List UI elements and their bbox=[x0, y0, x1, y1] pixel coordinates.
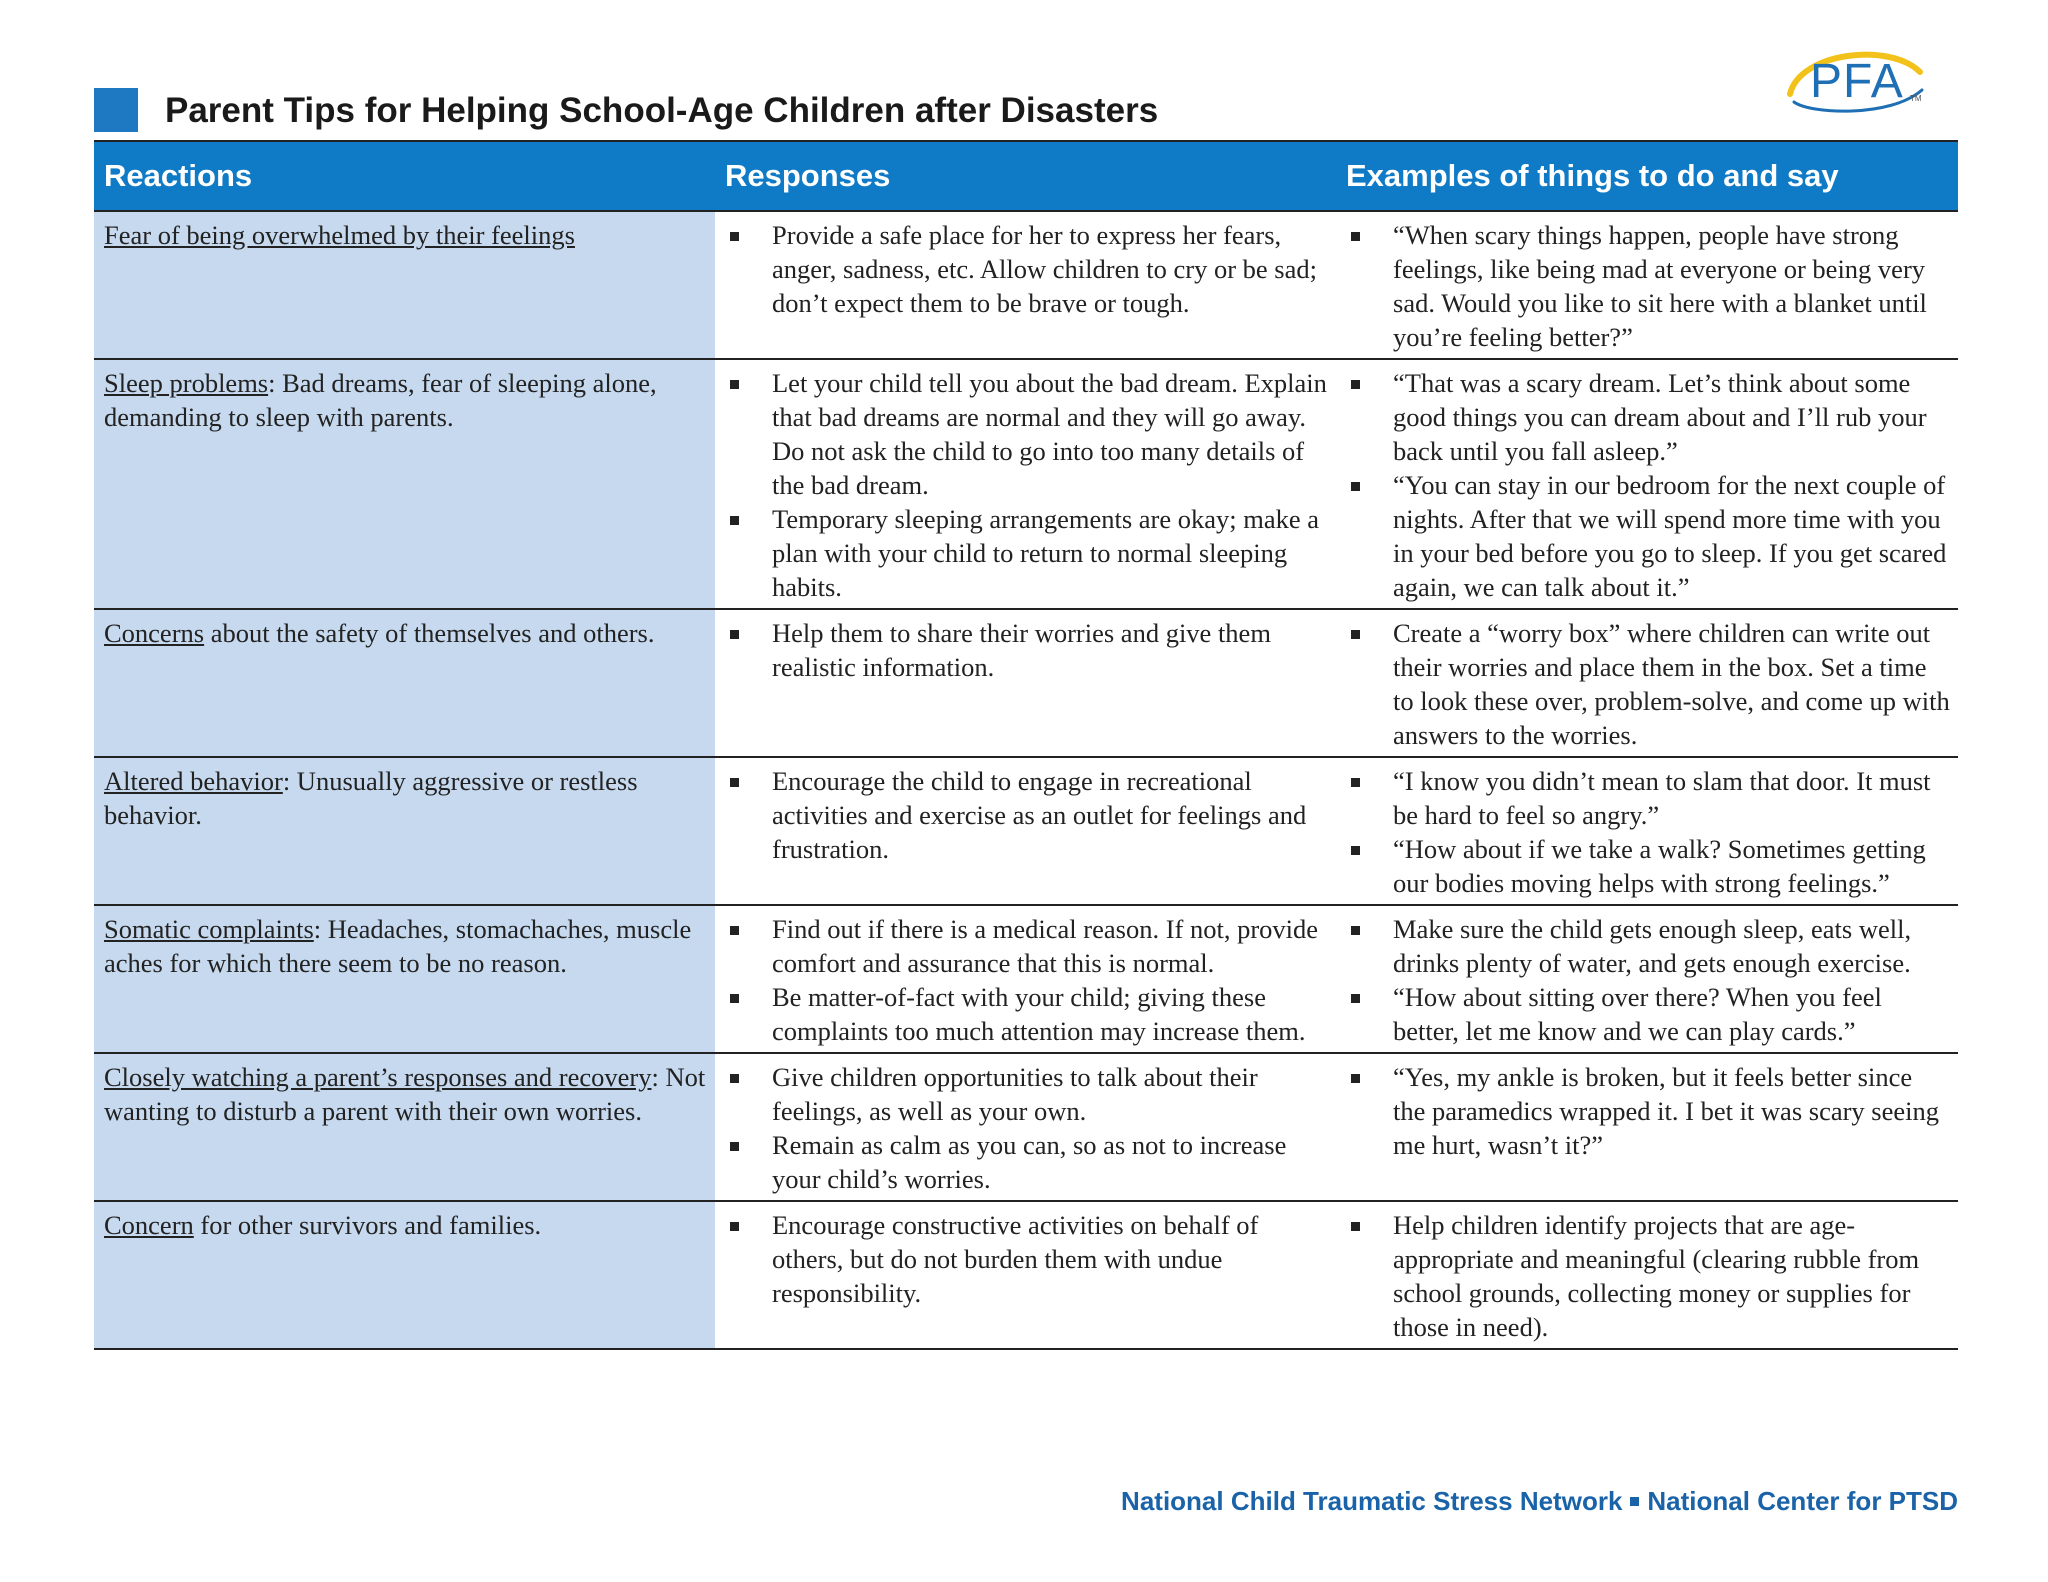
table-row bbox=[94, 1200, 1958, 1350]
list-item: Help them to share their worries and give them realistic information. bbox=[725, 616, 1328, 684]
list-item: “I know you didn’t mean to slam that door. It must be hard to feel so angry.” bbox=[1346, 764, 1950, 832]
responses-cell bbox=[715, 610, 1336, 756]
list-item: “Yes, my ankle is broken, but it feels better since the paramedics wrapped it. I bet it was scary seeing me hurt, wasn’t it?” bbox=[1346, 1060, 1950, 1162]
table-row bbox=[94, 904, 1958, 1052]
examples-cell bbox=[1336, 1054, 1958, 1200]
pfa-logo-trademark: TM bbox=[1910, 94, 1922, 103]
list-item: “How about if we take a walk? Sometimes getting our bodies moving helps with strong feelings.” bbox=[1346, 832, 1950, 900]
list-item: Encourage constructive activities on behalf of others, but do not burden them with undue responsibility. bbox=[725, 1208, 1328, 1310]
reaction-term: Concerns bbox=[104, 618, 205, 648]
list-item: Temporary sleeping arrangements are okay; make a plan with your child to return to normal sleeping habits. bbox=[725, 502, 1328, 604]
examples-cell bbox=[1336, 212, 1958, 358]
reaction-cell bbox=[94, 360, 715, 608]
footer-org-nctsn: National Child Traumatic Stress Network bbox=[1121, 1486, 1623, 1516]
responses-cell bbox=[715, 1054, 1336, 1200]
reaction-term: Closely watching a parent’s responses and recovery bbox=[104, 1062, 652, 1092]
reaction-term: Altered behavior bbox=[104, 766, 283, 796]
responses-cell bbox=[715, 906, 1336, 1052]
reaction-term: Somatic complaints bbox=[104, 914, 314, 944]
list-item: Find out if there is a medical reason. If not, provide comfort and assurance that this is normal. bbox=[725, 912, 1328, 980]
list-item: “When scary things happen, people have strong feelings, like being mad at everyone or being very sad. Would you like to sit here with a blanket until you’re feeling better?” bbox=[1346, 218, 1950, 354]
examples-cell bbox=[1336, 1202, 1958, 1348]
list-item: Create a “worry box” where children can write out their worries and place them in the box. Set a time to look these over, problem-solve, and come up with answers to the worries. bbox=[1346, 616, 1950, 752]
list-item: Give children opportunities to talk about their feelings, as well as your own. bbox=[725, 1060, 1328, 1128]
list-item: “How about sitting over there? When you feel better, let me know and we can play cards.” bbox=[1346, 980, 1950, 1048]
pfa-logo: PFA bbox=[1810, 55, 1904, 108]
reaction-cell bbox=[94, 212, 715, 358]
reaction-term: Sleep problems bbox=[104, 368, 269, 398]
responses-cell bbox=[715, 758, 1336, 904]
tips-table bbox=[94, 140, 1958, 1350]
reaction-text: : Not wanting to disturb a parent with their own worries. bbox=[104, 1062, 706, 1126]
list-item: “You can stay in our bedroom for the next couple of nights. After that we will spend more time with you in your bed before you go to sleep. If you get scared again, we can talk about it.” bbox=[1346, 468, 1950, 604]
table-row bbox=[94, 756, 1958, 904]
reaction-text: : Unusually aggressive or restless behavior. bbox=[104, 766, 638, 830]
list-item: Help children identify projects that are age-appropriate and meaningful (clearing rubble from school grounds, collecting money or supplies for those in need). bbox=[1346, 1208, 1950, 1344]
responses-cell bbox=[715, 360, 1336, 608]
table-row bbox=[94, 608, 1958, 756]
list-item: Be matter-of-fact with your child; giving these complaints too much attention may increase them. bbox=[725, 980, 1328, 1048]
footer-org-ptsd: National Center for PTSD bbox=[1647, 1486, 1958, 1516]
table-row bbox=[94, 1052, 1958, 1200]
list-item: Let your child tell you about the bad dream. Explain that bad dreams are normal and they will go away. Do not ask the child to go into too many details of the bad dream. bbox=[725, 366, 1328, 502]
reaction-text: : Headaches, stomachaches, muscle aches for which there seem to be no reason. bbox=[104, 914, 692, 978]
table-row bbox=[94, 358, 1958, 608]
reaction-text: : Bad dreams, fear of sleeping alone, demanding to sleep with parents. bbox=[104, 368, 657, 432]
reaction-text: about the safety of themselves and others. bbox=[204, 618, 655, 648]
header-responses: Responses bbox=[725, 158, 891, 193]
page-title: Parent Tips for Helping School-Age Children after Disasters bbox=[165, 91, 1159, 130]
reaction-cell bbox=[94, 1054, 715, 1200]
examples-cell bbox=[1336, 610, 1958, 756]
header-reactions: Reactions bbox=[104, 158, 253, 193]
examples-cell bbox=[1336, 360, 1958, 608]
table-row bbox=[94, 210, 1958, 358]
reaction-cell bbox=[94, 906, 715, 1052]
reaction-term: Fear of being overwhelmed by their feelings bbox=[104, 220, 575, 250]
footer-separator-icon bbox=[1630, 1497, 1639, 1506]
reaction-cell bbox=[94, 1202, 715, 1348]
list-item: Make sure the child gets enough sleep, eats well, drinks plenty of water, and gets enough exercise. bbox=[1346, 912, 1950, 980]
examples-cell bbox=[1336, 758, 1958, 904]
title-square-icon bbox=[94, 88, 138, 132]
reaction-cell bbox=[94, 758, 715, 904]
list-item: “That was a scary dream. Let’s think about some good things you can dream about and I’ll rub your back until you fall asleep.” bbox=[1346, 366, 1950, 468]
header-examples: Examples of things to do and say bbox=[1346, 158, 1839, 193]
list-item: Provide a safe place for her to express her fears, anger, sadness, etc. Allow children to cry or be sad; don’t expect them to be brave or tough. bbox=[725, 218, 1328, 320]
footer bbox=[1121, 1486, 1958, 1517]
responses-cell bbox=[715, 1202, 1336, 1348]
responses-cell bbox=[715, 212, 1336, 358]
list-item: Encourage the child to engage in recreational activities and exercise as an outlet for feelings and frustration. bbox=[725, 764, 1328, 866]
table-body bbox=[94, 210, 1958, 1350]
reaction-cell bbox=[94, 610, 715, 756]
table-header bbox=[94, 142, 1958, 210]
reaction-term: Concern bbox=[104, 1210, 194, 1240]
examples-cell bbox=[1336, 906, 1958, 1052]
list-item: Remain as calm as you can, so as not to increase your child’s worries. bbox=[725, 1128, 1328, 1196]
reaction-text: for other survivors and families. bbox=[193, 1210, 542, 1240]
